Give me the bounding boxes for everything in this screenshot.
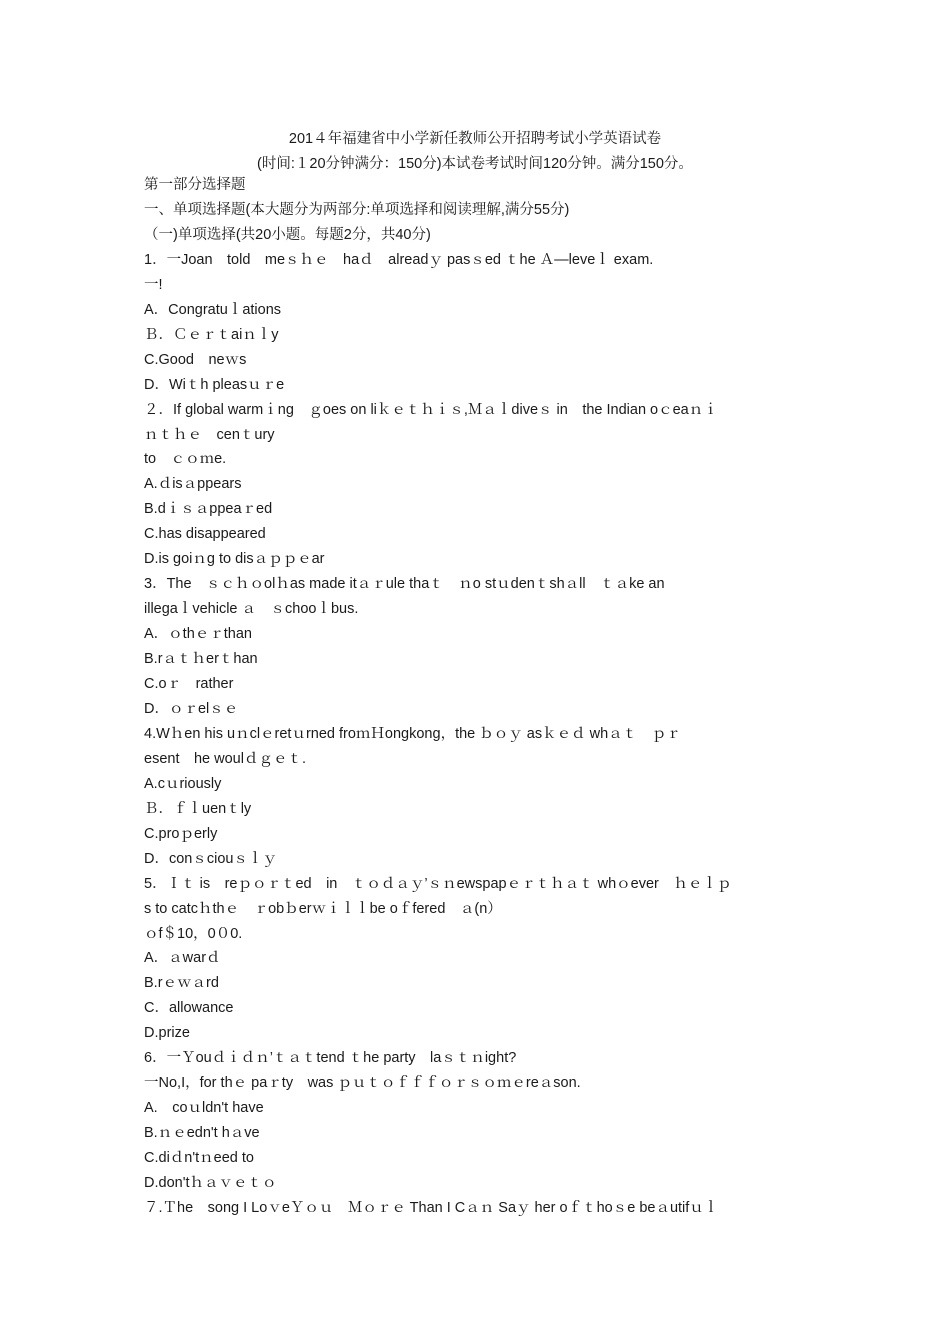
text-line: A．ｏthｅｒthan [144, 626, 252, 643]
text-line: D.don'tｈａｖｅｔｏ [144, 1175, 277, 1191]
document-subtitle: (时间:１20分钟满分：150分)本试卷考试时间120分钟。满分150分。 [257, 156, 693, 172]
text-line: A. coｕldn't have [144, 1100, 264, 1117]
text-line: B.rｅｗａrd [144, 975, 219, 992]
text-line: B.ｎｅedn't hａve [144, 1125, 260, 1142]
text-line: Ｂ．Ｃｅｒｔaiｎｌy [144, 326, 279, 343]
text-line: s to catcｈthｅ ｒobｂerｗｉｌｌbe oｆfered ａ(n） [144, 900, 502, 917]
text-line: C．allowance [144, 1000, 234, 1017]
text-line: illegaｌvehicle ａ ｓchooｌbus. [144, 601, 359, 618]
text-line: 4.Wｈen his uｎclｅretｕrned froｍＨongkong，the ｂｏｙ asｋｅｄ whａｔ ｐｒ [144, 725, 681, 742]
text-line: C.diｄn'tｎeed to [144, 1150, 254, 1167]
text-line: ７.Ｔhe song I LoｖeＹｏｕ Ｍｏｒｅ Than I Cａｎ Saｙ her oｆｔhoｓe beａutifｕｌ [144, 1199, 719, 1216]
text-line: A.cｕriously [144, 775, 222, 792]
text-line: C.oｒ rather [144, 676, 234, 692]
text-line: 3．The ｓｃｈｏolｈas made itａｒule thaｔ ｎo stｕdenｔshａll ｔａke an [144, 576, 665, 593]
text-line: D．ｏｒelｓｅ [144, 700, 239, 717]
text-line: B.rａｔｈerｔhan [144, 651, 258, 668]
text-line: B.dｉｓａppeaｒed [144, 501, 273, 518]
text-line: D．conｓciouｓｌｙ [144, 850, 277, 867]
text-line: ｎｔｈｅ cenｔury [144, 426, 275, 443]
text-line: A.ｄisａppears [144, 476, 242, 493]
text-line: D.is goiｎg to disａｐｐｅar [144, 551, 325, 568]
text-line: 一、单项选择题(本大题分为两部分:单项选择和阅读理解,满分55分) [144, 201, 570, 218]
text-line: D.prize [144, 1025, 190, 1042]
text-line: 5．Ｉｔ is reｐｏｒｔed in ｔｏｄａｙ’ｓｎewspapｅｒｔｈａｔ whｏever ｈｅｌｐ [144, 875, 732, 892]
text-line: D．Wiｔh pleasｕｒe [144, 376, 285, 393]
text-line: 一! [144, 276, 163, 293]
text-line: ｏf＄10，0０0. [144, 925, 243, 942]
text-line: C.proｐerly [144, 825, 218, 842]
text-line: ２．If global warmｉng ｇoes on liｋｅｔｈｉｓ,Ｍａｌdiveｓ in the Indian oｃeaｎｉ [144, 401, 718, 418]
text-line: 第一部分选择题 [144, 177, 246, 193]
document-title: 201４年福建省中小学新任教师公开招聘考试小学英语试卷 [288, 131, 662, 147]
text-line: （一)单项选择(共20小题。每题2分，共40分) [144, 226, 431, 243]
text-line: A．Congratuｌations [144, 301, 282, 318]
text-line: A．ａwarｄ [144, 950, 221, 967]
text-line: Ｂ．ｆｌuenｔly [144, 800, 252, 817]
text-line: 6．一Ｙouｄｉｄｎ’ｔａｔtend ｔhe party laｓｔｎight? [144, 1050, 517, 1067]
text-line: to ｃｏｍe. [144, 451, 227, 468]
text-line: 1．一Joan told meｓｈｅ haｄ alreadｙ pasｓed ｔhe Ａ—leveｌ exam. [144, 251, 654, 268]
text-line: esent he woulｄｇｅｔ. [144, 750, 306, 767]
text-line: 一No,I，for thｅ paｒty was ｐｕｔｏｆｆｆｏｒｓｏｍｅreａson. [144, 1075, 581, 1092]
text-line: C.has disappeared [144, 526, 266, 543]
text-line: C.Good neｗs [144, 351, 247, 368]
